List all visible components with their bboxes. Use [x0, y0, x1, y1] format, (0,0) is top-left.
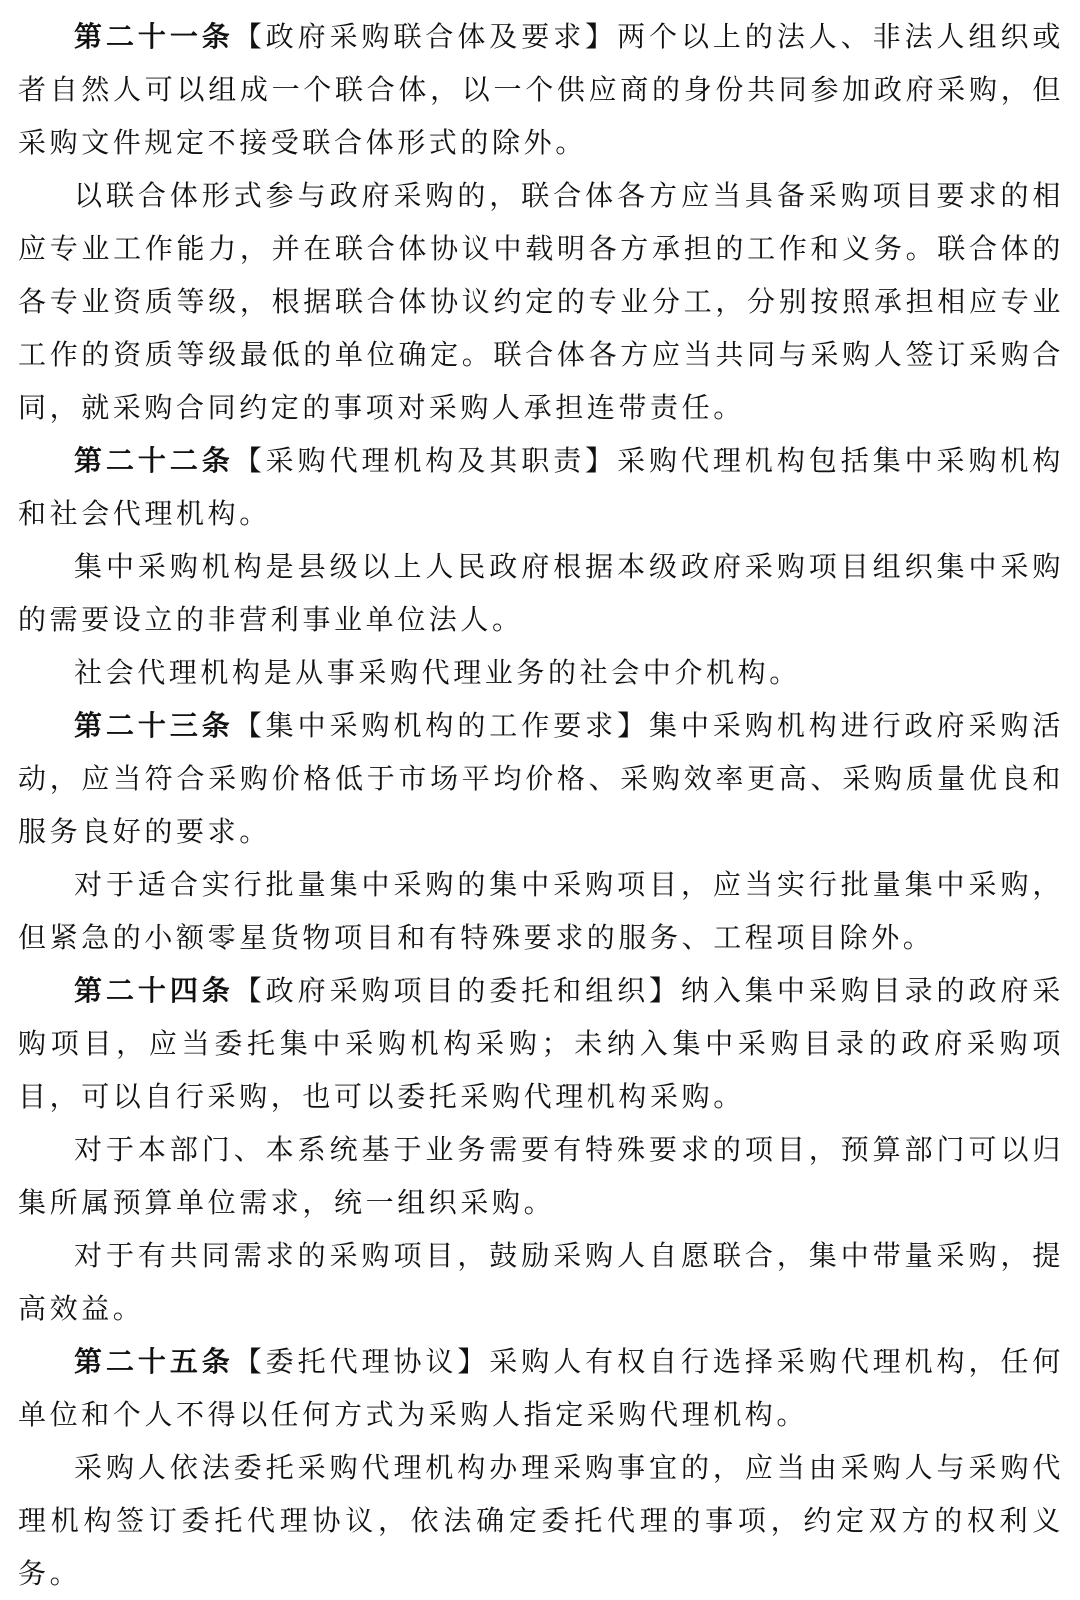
- article-number: 第二十二条: [74, 444, 234, 477]
- paragraph-text: 以联合体形式参与政府采购的，联合体各方应当具备采购项目要求的相应专业工作能力，并在联合体协议中载明各方承担的工作和义务。联合体的各专业资质等级，根据联合体协议约定的专业分工，分别按照承担相应专业工作的资质等级最低的单位确定。联合体各方应当共同与采购人签订采购合同，就采购合同约定的事项对采购人承担连带责任。: [18, 179, 1064, 424]
- paragraph-text: 采购代理机构包括集中采购机构和社会代理机构。: [18, 444, 1064, 530]
- article-number: 第二十四条: [74, 974, 234, 1007]
- article-24-paragraph-2: [18, 1123, 1064, 1229]
- article-title: 【政府采购联合体及要求】: [233, 20, 618, 53]
- article-25-paragraph: [18, 1335, 1064, 1441]
- paragraph-text: 采购人有权自行选择采购代理机构，任何单位和个人不得以任何方式为采购人指定采购代理机构。: [18, 1345, 1064, 1431]
- paragraph-text: 集中采购机构是县级以上人民政府根据本级政府采购项目组织集中采购的需要设立的非营利事业单位法人。: [18, 550, 1064, 636]
- article-23-paragraph: [18, 699, 1064, 858]
- paragraph-text: 两个以上的法人、非法人组织或者自然人可以组成一个联合体，以一个供应商的身份共同参加政府采购，但采购文件规定不接受联合体形式的除外。: [18, 20, 1064, 159]
- article-22-paragraph-2: [18, 540, 1064, 646]
- article-22-paragraph: [18, 434, 1064, 540]
- article-21-paragraph: [18, 10, 1064, 169]
- article-24-paragraph: [18, 964, 1064, 1123]
- article-number: 第二十三条: [74, 709, 234, 742]
- article-title: 【政府采购项目的委托和组织】: [233, 974, 681, 1007]
- paragraph-text: 社会代理机构是从事采购代理业务的社会中介机构。: [74, 656, 801, 689]
- paragraph-text: 集中采购机构进行政府采购活动，应当符合采购价格低于市场平均价格、采购效率更高、采购质量优良和服务良好的要求。: [18, 709, 1064, 848]
- article-23-paragraph-2: [18, 858, 1064, 964]
- paragraph-text: 对于适合实行批量集中采购的集中采购项目，应当实行批量集中采购，但紧急的小额零星货物项目和有特殊要求的服务、工程项目除外。: [18, 868, 1064, 954]
- article-number: 第二十一条: [74, 20, 234, 53]
- article-25-paragraph-2: [18, 1441, 1064, 1600]
- article-24-paragraph-3: [18, 1229, 1064, 1335]
- article-title: 【委托代理协议】: [233, 1345, 490, 1378]
- paragraph-text: 纳入集中采购目录的政府采购项目，应当委托集中采购机构采购；未纳入集中采购目录的政府采购项目，可以自行采购，也可以委托采购代理机构采购。: [18, 974, 1064, 1113]
- article-title: 【集中采购机构的工作要求】: [233, 709, 650, 742]
- article-21-paragraph-2: [18, 169, 1064, 434]
- article-number: 第二十五条: [74, 1345, 234, 1378]
- paragraph-text: 采购人依法委托采购代理机构办理采购事宜的，应当由采购人与采购代理机构签订委托代理协议，依法确定委托代理的事项，约定双方的权利义务。: [18, 1451, 1064, 1590]
- article-22-paragraph-3: [18, 646, 1064, 699]
- paragraph-text: 对于本部门、本系统基于业务需要有特殊要求的项目，预算部门可以归集所属预算单位需求，统一组织采购。: [18, 1133, 1064, 1219]
- paragraph-text: 对于有共同需求的采购项目，鼓励采购人自愿联合，集中带量采购，提高效益。: [18, 1239, 1064, 1325]
- article-title: 【采购代理机构及其职责】: [233, 444, 618, 477]
